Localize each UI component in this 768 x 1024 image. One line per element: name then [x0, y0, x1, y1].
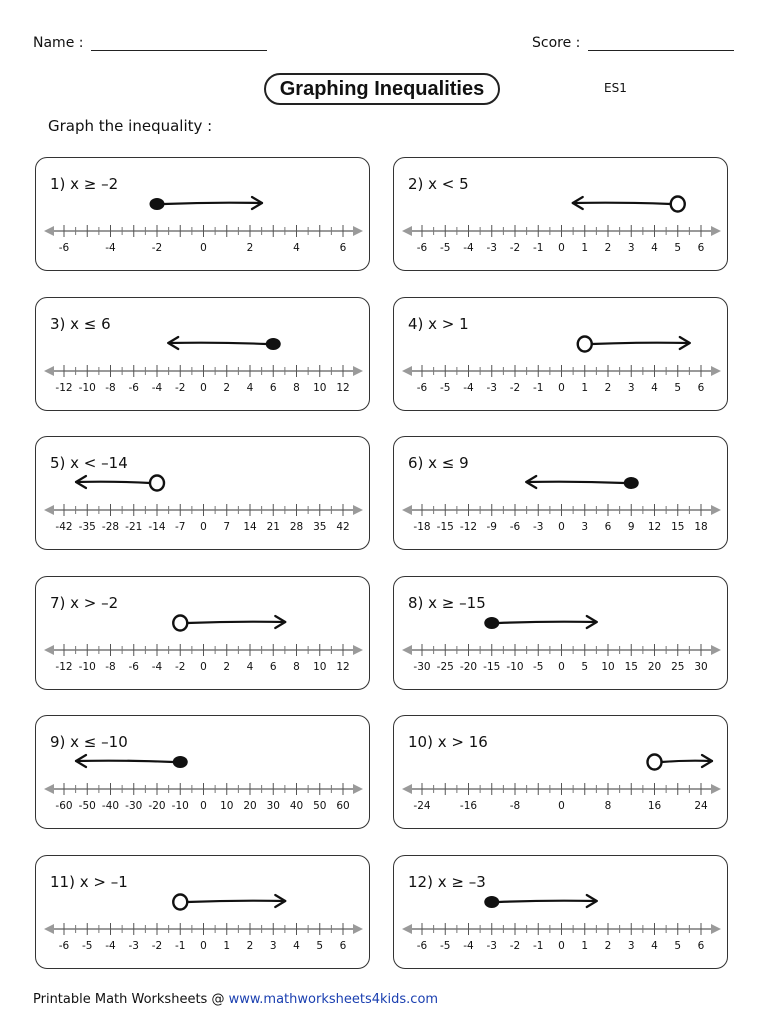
axis-arrow-right: [353, 924, 363, 934]
tick-label: 4: [246, 660, 254, 673]
footer-text: Printable Math Worksheets @: [33, 992, 225, 1007]
tick-label: -2: [175, 660, 186, 673]
problem-label: 10) x > 16: [408, 733, 488, 751]
tick-label: 6: [339, 939, 347, 952]
tick-label: -8: [105, 660, 116, 673]
tick-label: 6: [269, 381, 277, 394]
tick-label: 40: [289, 800, 304, 812]
problem-label: 4) x > 1: [408, 314, 469, 333]
axis-arrow-left: [402, 784, 412, 794]
tick-label: -10: [78, 660, 96, 673]
footer: [33, 992, 438, 1007]
tick-label: -6: [58, 242, 70, 254]
problem-card-3: [35, 297, 370, 411]
tick-label: 0: [200, 521, 207, 533]
tick-label: 2: [246, 939, 254, 952]
tick-label: -2: [151, 939, 163, 952]
number-line[interactable]: [394, 158, 729, 272]
tick-label: -2: [151, 242, 163, 254]
axis-arrow-left: [44, 645, 54, 655]
tick-label: 18: [694, 521, 708, 533]
number-line[interactable]: [394, 577, 729, 691]
tick-label: 3: [581, 521, 589, 533]
tick-label: 60: [336, 800, 350, 812]
tick-label: -12: [55, 660, 73, 673]
tick-label: 5: [674, 242, 682, 254]
tick-label: 0: [200, 939, 207, 952]
tick-label: 0: [558, 381, 565, 394]
score-label: Score :: [532, 35, 581, 51]
answer-ray: [187, 621, 285, 622]
axis-arrow-left: [44, 784, 54, 794]
tick-label: -10: [506, 660, 524, 673]
axis-arrow-left: [402, 366, 412, 376]
axis-arrow-right: [353, 226, 363, 236]
tick-label: 6: [697, 242, 705, 254]
tick-label: -3: [486, 939, 497, 952]
axis-arrow-left: [402, 924, 412, 934]
tick-label: 20: [243, 800, 257, 812]
axis-arrow-right: [353, 505, 363, 515]
tick-label: -5: [440, 381, 451, 394]
tick-label: 2: [604, 939, 612, 952]
tick-label: -35: [78, 521, 96, 533]
tick-label: 3: [269, 939, 277, 952]
tick-label: 1: [581, 939, 589, 952]
tick-label: 9: [627, 521, 635, 533]
problem-label: 6) x ≤ 9: [408, 454, 469, 472]
tick-label: 5: [316, 939, 324, 952]
tick-label: -4: [463, 939, 474, 952]
tick-label: 30: [694, 660, 708, 673]
instruction-text: Graph the inequality :: [48, 117, 213, 135]
tick-label: 3: [627, 939, 635, 952]
closed-dot: [150, 198, 165, 210]
tick-label: -3: [128, 939, 139, 952]
axis-arrow-left: [402, 645, 412, 655]
name-field: [33, 34, 267, 51]
tick-label: 0: [558, 939, 565, 952]
tick-label: -4: [463, 381, 474, 394]
tick-label: 1: [223, 939, 231, 952]
number-line[interactable]: [394, 298, 729, 412]
tick-label: -6: [416, 939, 428, 952]
number-line[interactable]: [36, 437, 371, 551]
closed-dot: [484, 896, 499, 908]
tick-label: -50: [78, 800, 96, 812]
tick-label: -1: [533, 242, 544, 254]
answer-ray: [499, 621, 597, 622]
tick-label: 2: [223, 381, 231, 394]
number-line[interactable]: [394, 716, 729, 830]
problem-card-11: [35, 855, 370, 969]
tick-label: 4: [293, 242, 300, 254]
tick-label: 12: [647, 521, 662, 533]
open-dot: [173, 894, 187, 909]
tick-label: 8: [293, 381, 300, 394]
problem-label: 1) x ≥ –2: [50, 175, 119, 193]
tick-label: 3: [627, 381, 635, 394]
number-line[interactable]: [36, 716, 371, 830]
tick-label: -4: [105, 242, 116, 254]
answer-ray: [592, 342, 690, 343]
tick-label: 6: [604, 521, 612, 533]
tick-label: 4: [293, 939, 300, 952]
answer-ray: [526, 482, 624, 483]
tick-label: -10: [78, 381, 96, 394]
problem-card-9: [35, 715, 370, 829]
tick-label: 35: [313, 521, 327, 533]
number-line[interactable]: [394, 437, 729, 551]
axis-arrow-left: [402, 226, 412, 236]
tick-label: 8: [293, 660, 300, 673]
tick-label: 2: [223, 660, 231, 673]
score-field: [532, 34, 734, 51]
tick-label: 12: [336, 381, 350, 394]
number-line[interactable]: [394, 856, 729, 970]
answer-ray: [76, 482, 150, 483]
axis-arrow-right: [711, 505, 721, 515]
tick-label: -9: [486, 521, 497, 533]
closed-dot: [173, 756, 188, 768]
tick-label: -3: [486, 242, 497, 254]
tick-label: -1: [533, 381, 544, 394]
tick-label: 10: [313, 381, 327, 394]
tick-label: 25: [671, 660, 685, 673]
tick-label: 16: [647, 800, 662, 812]
tick-label: -4: [463, 242, 474, 254]
tick-label: 1: [581, 381, 589, 394]
tick-label: -1: [533, 939, 544, 952]
answer-ray: [187, 900, 285, 901]
tick-label: -6: [416, 381, 428, 394]
open-dot: [648, 755, 662, 770]
axis-arrow-left: [44, 226, 54, 236]
answer-ray: [573, 203, 671, 204]
tick-label: -30: [413, 660, 431, 673]
axis-arrow-left: [44, 924, 54, 934]
tick-label: -20: [459, 660, 478, 673]
tick-label: -16: [459, 800, 478, 812]
tick-label: 0: [200, 660, 207, 673]
tick-label: 5: [674, 381, 682, 394]
tick-label: -14: [148, 521, 166, 533]
tick-label: 12: [336, 660, 350, 673]
tick-label: 14: [243, 521, 257, 533]
open-dot: [671, 197, 685, 212]
axis-arrow-right: [711, 784, 721, 794]
tick-label: -3: [486, 381, 497, 394]
tick-label: -21: [125, 521, 143, 533]
worksheet-code: ES1: [604, 81, 627, 95]
tick-label: -20: [148, 800, 166, 812]
number-line[interactable]: [36, 856, 371, 970]
tick-label: -5: [533, 660, 544, 673]
tick-label: 0: [200, 381, 207, 394]
tick-label: 10: [313, 660, 327, 673]
tick-label: -5: [440, 939, 451, 952]
number-line[interactable]: [36, 158, 371, 272]
tick-label: 6: [269, 660, 277, 673]
closed-dot: [266, 338, 281, 350]
tick-label: 1: [581, 242, 589, 254]
answer-ray: [164, 203, 262, 204]
tick-label: -5: [440, 242, 451, 254]
problem-label: 5) x < –14: [50, 454, 128, 472]
tick-label: -12: [55, 381, 73, 394]
tick-label: -10: [171, 800, 189, 812]
axis-arrow-right: [353, 366, 363, 376]
axis-arrow-left: [44, 505, 54, 515]
tick-label: -24: [413, 800, 431, 812]
tick-label: -6: [128, 381, 139, 394]
problem-card-5: [35, 436, 370, 550]
score-line[interactable]: [588, 34, 734, 51]
problem-label: 2) x < 5: [408, 175, 469, 193]
tick-label: -42: [55, 521, 73, 533]
closed-dot: [624, 477, 639, 489]
problem-label: 3) x ≤ 6: [50, 314, 111, 333]
tick-label: -2: [509, 242, 521, 254]
tick-label: 0: [558, 660, 565, 673]
tick-label: -6: [509, 521, 521, 533]
tick-label: -8: [509, 800, 521, 812]
tick-label: -4: [151, 660, 163, 673]
name-line[interactable]: [91, 34, 267, 51]
problem-card-10: [393, 715, 728, 829]
tick-label: 4: [651, 381, 658, 394]
tick-label: 6: [697, 939, 705, 952]
problem-card-2: [393, 157, 728, 271]
tick-label: -18: [413, 521, 431, 533]
problem-card-7: [35, 576, 370, 690]
tick-label: 0: [200, 800, 207, 812]
tick-label: -30: [125, 800, 143, 812]
tick-label: -28: [101, 521, 120, 533]
problem-label: 7) x > –2: [50, 593, 119, 612]
tick-label: 7: [223, 521, 231, 533]
tick-label: -25: [436, 660, 454, 673]
tick-label: -8: [105, 381, 116, 394]
number-line[interactable]: [36, 298, 371, 412]
problem-card-1: [35, 157, 370, 271]
open-dot: [150, 476, 164, 491]
answer-ray: [76, 761, 173, 762]
tick-label: -15: [436, 521, 454, 533]
closed-dot: [484, 617, 499, 629]
axis-arrow-left: [44, 366, 54, 376]
axis-arrow-right: [353, 784, 363, 794]
tick-label: 5: [581, 660, 589, 673]
tick-label: -2: [509, 381, 521, 394]
footer-link[interactable]: www.mathworksheets4kids.com: [228, 992, 439, 1007]
tick-label: 4: [246, 381, 254, 394]
axis-arrow-left: [402, 505, 412, 515]
tick-label: 10: [220, 800, 234, 812]
tick-label: 0: [558, 242, 565, 254]
tick-label: 2: [604, 242, 612, 254]
problem-card-8: [393, 576, 728, 690]
tick-label: 30: [266, 800, 280, 812]
tick-label: 50: [313, 800, 327, 812]
tick-label: -4: [151, 381, 163, 394]
tick-label: 4: [651, 939, 658, 952]
tick-label: -1: [175, 939, 186, 952]
axis-arrow-right: [711, 226, 721, 236]
tick-label: -6: [416, 242, 428, 254]
problem-label: 12) x ≥ –3: [408, 872, 486, 891]
open-dot: [578, 336, 592, 351]
problem-label: 8) x ≥ –15: [408, 593, 486, 612]
problem-card-12: [393, 855, 728, 969]
tick-label: 24: [694, 800, 708, 812]
tick-label: -60: [55, 800, 73, 812]
problem-label: 11) x > –1: [50, 872, 128, 891]
problem-label: 9) x ≤ –10: [50, 733, 128, 751]
axis-arrow-right: [353, 645, 363, 655]
tick-label: -2: [509, 939, 521, 952]
tick-label: 21: [266, 521, 280, 533]
tick-label: 20: [647, 660, 662, 673]
axis-arrow-right: [711, 924, 721, 934]
number-line[interactable]: [36, 577, 371, 691]
tick-label: 5: [674, 939, 682, 952]
axis-arrow-right: [711, 366, 721, 376]
tick-label: -4: [105, 939, 116, 952]
tick-label: 2: [246, 242, 254, 254]
answer-ray: [499, 900, 597, 901]
tick-label: 3: [627, 242, 635, 254]
tick-label: 4: [651, 242, 658, 254]
answer-ray: [168, 342, 266, 343]
tick-label: 2: [604, 381, 612, 394]
tick-label: -12: [459, 521, 478, 533]
answer-ray: [662, 761, 713, 762]
tick-label: 0: [558, 521, 565, 533]
tick-label: 15: [624, 660, 638, 673]
open-dot: [173, 615, 187, 630]
tick-label: -6: [58, 939, 70, 952]
tick-label: -15: [483, 660, 501, 673]
name-label: Name :: [33, 35, 84, 51]
tick-label: -3: [533, 521, 544, 533]
tick-label: -5: [82, 939, 93, 952]
tick-label: -2: [175, 381, 186, 394]
tick-label: -7: [175, 521, 186, 533]
tick-label: -6: [128, 660, 139, 673]
tick-label: -40: [101, 800, 120, 812]
tick-label: 42: [336, 521, 350, 533]
problem-card-4: [393, 297, 728, 411]
tick-label: 8: [604, 800, 612, 812]
tick-label: 10: [601, 660, 615, 673]
tick-label: 0: [558, 800, 565, 812]
tick-label: 0: [200, 242, 207, 254]
axis-arrow-right: [711, 645, 721, 655]
tick-label: 6: [339, 242, 347, 254]
worksheet-title: Graphing Inequalities: [264, 73, 500, 105]
problem-card-6: [393, 436, 728, 550]
tick-label: 28: [289, 521, 304, 533]
tick-label: 6: [697, 381, 705, 394]
tick-label: 15: [671, 521, 685, 533]
